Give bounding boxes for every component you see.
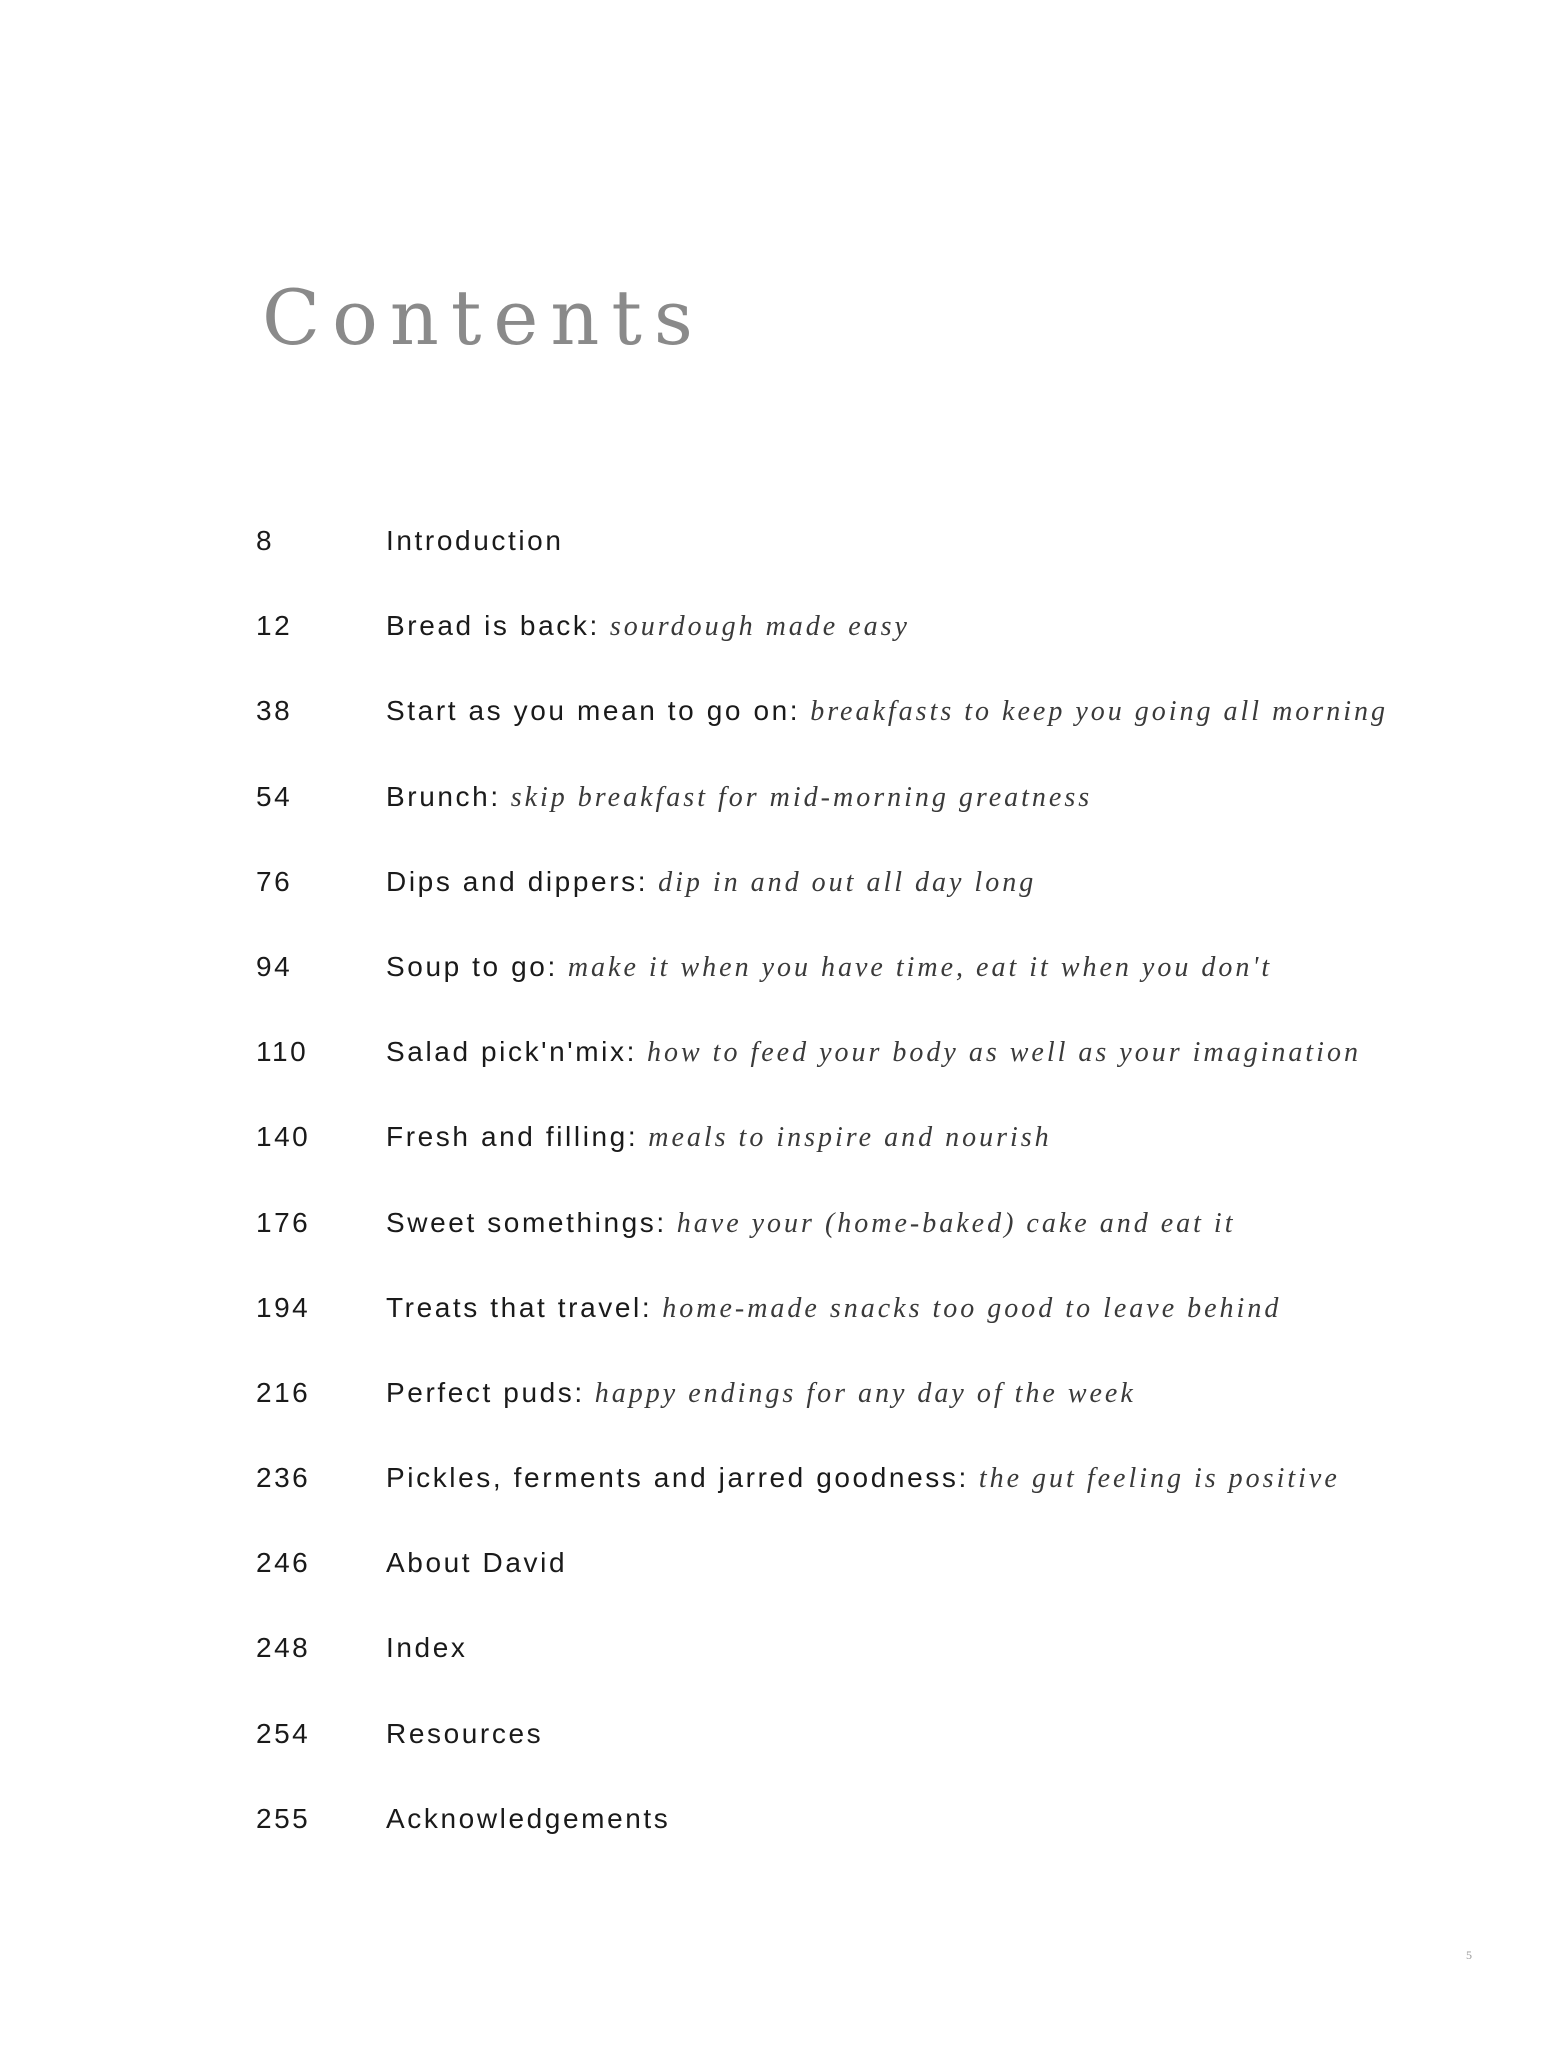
toc-entry-subtitle: sourdough made easy bbox=[609, 611, 910, 643]
toc-entry-text bbox=[386, 1547, 567, 1580]
toc-entry-text bbox=[386, 866, 1036, 899]
toc-page-number: 176 bbox=[256, 1206, 311, 1238]
toc-entry-text bbox=[386, 1377, 1136, 1410]
toc-entry-subtitle: how to feed your body as well as your imagination bbox=[646, 1037, 1361, 1069]
toc-entry-subtitle: skip breakfast for mid-morning greatness bbox=[510, 781, 1093, 813]
toc-entry-title: Brunch: bbox=[386, 780, 501, 812]
toc-page-number: 236 bbox=[256, 1462, 311, 1494]
toc-entry[interactable] bbox=[256, 1036, 1406, 1121]
toc-entry[interactable] bbox=[256, 525, 1406, 610]
toc-entry[interactable] bbox=[256, 695, 1406, 780]
toc-entry[interactable] bbox=[256, 1121, 1406, 1206]
toc-entry-text bbox=[386, 1207, 1235, 1240]
toc-entry-subtitle: make it when you have time, eat it when you don't bbox=[567, 951, 1273, 983]
toc-page-number: 194 bbox=[256, 1291, 311, 1323]
toc-entry-subtitle: have your (home-baked) cake and eat it bbox=[676, 1207, 1236, 1239]
toc-entry-subtitle: meals to inspire and nourish bbox=[648, 1122, 1052, 1154]
toc-entry-text bbox=[386, 695, 1388, 728]
toc-page-number: 38 bbox=[256, 695, 293, 727]
toc-entry-title: Dips and dippers: bbox=[386, 865, 649, 897]
toc-entry[interactable] bbox=[256, 1207, 1406, 1292]
toc-entry[interactable] bbox=[256, 866, 1406, 951]
toc-page-number: 94 bbox=[256, 950, 293, 982]
toc-entry[interactable] bbox=[256, 1718, 1406, 1803]
toc-entry-subtitle: home-made snacks too good to leave behind bbox=[662, 1292, 1282, 1324]
page-folio: 5 bbox=[1466, 1948, 1472, 1962]
toc-entry[interactable] bbox=[256, 1803, 1406, 1888]
toc-page-number: 110 bbox=[256, 1036, 309, 1068]
toc-page-number: 54 bbox=[256, 780, 293, 812]
toc-entry-title: Soup to go: bbox=[386, 950, 558, 982]
toc-entry-subtitle: dip in and out all day long bbox=[658, 866, 1037, 898]
toc-entry-text bbox=[386, 610, 910, 643]
toc-entry-text bbox=[386, 1121, 1052, 1154]
page-title: Contents bbox=[262, 273, 705, 362]
toc-entry-text bbox=[386, 951, 1272, 984]
toc-entry-title: Index bbox=[386, 1632, 468, 1664]
toc-page-number: 216 bbox=[256, 1376, 311, 1408]
toc-entry-subtitle: happy endings for any day of the week bbox=[594, 1377, 1136, 1409]
toc-entry-text bbox=[386, 1803, 670, 1836]
toc-page-number: 246 bbox=[256, 1547, 311, 1579]
toc-entry-text bbox=[386, 1292, 1281, 1325]
toc-page-number: 248 bbox=[256, 1632, 311, 1664]
toc-entry-title: About David bbox=[386, 1547, 568, 1579]
toc-entry-title: Acknowledgements bbox=[386, 1802, 671, 1834]
toc-entry-title: Treats that travel: bbox=[386, 1291, 653, 1323]
toc-page-number: 254 bbox=[256, 1717, 311, 1749]
toc-entry-text bbox=[386, 1718, 543, 1751]
toc-entry[interactable] bbox=[256, 1632, 1406, 1717]
toc-entry[interactable] bbox=[256, 1462, 1406, 1547]
toc-entry-title: Introduction bbox=[386, 525, 564, 556]
toc-entry-title: Pickles, ferments and jarred goodness: bbox=[386, 1462, 969, 1494]
toc-entry-text bbox=[386, 1036, 1361, 1069]
toc-entry-title: Salad pick'n'mix: bbox=[386, 1036, 637, 1068]
toc-entry-title: Fresh and filling: bbox=[386, 1121, 639, 1153]
toc-entry[interactable] bbox=[256, 951, 1406, 1036]
toc-entry-subtitle: breakfasts to keep you going all morning bbox=[810, 696, 1388, 728]
toc-entry[interactable] bbox=[256, 610, 1406, 695]
toc-page-number: 8 bbox=[256, 525, 275, 556]
toc-entry-title: Start as you mean to go on: bbox=[386, 695, 801, 727]
toc-entry-subtitle: the gut feeling is positive bbox=[978, 1463, 1340, 1495]
toc-entry-text bbox=[386, 781, 1092, 814]
toc-entry[interactable] bbox=[256, 781, 1406, 866]
toc-entry-text bbox=[386, 525, 564, 558]
toc-entry-text bbox=[386, 1462, 1340, 1495]
toc-page-number: 12 bbox=[256, 610, 293, 642]
toc-entry[interactable] bbox=[256, 1377, 1406, 1462]
toc-entry-title: Resources bbox=[386, 1717, 544, 1749]
toc-entry-title: Perfect puds: bbox=[386, 1376, 585, 1408]
toc-entry-title: Bread is back: bbox=[386, 610, 600, 642]
toc-page-number: 76 bbox=[256, 865, 293, 897]
toc-entry-title: Sweet somethings: bbox=[386, 1206, 667, 1238]
toc-entry-text bbox=[386, 1632, 468, 1665]
toc-page-number: 140 bbox=[256, 1121, 311, 1153]
toc-entry[interactable] bbox=[256, 1292, 1406, 1377]
toc-entry[interactable] bbox=[256, 1547, 1406, 1632]
toc-page-number: 255 bbox=[256, 1802, 311, 1834]
table-of-contents bbox=[256, 525, 1406, 1888]
